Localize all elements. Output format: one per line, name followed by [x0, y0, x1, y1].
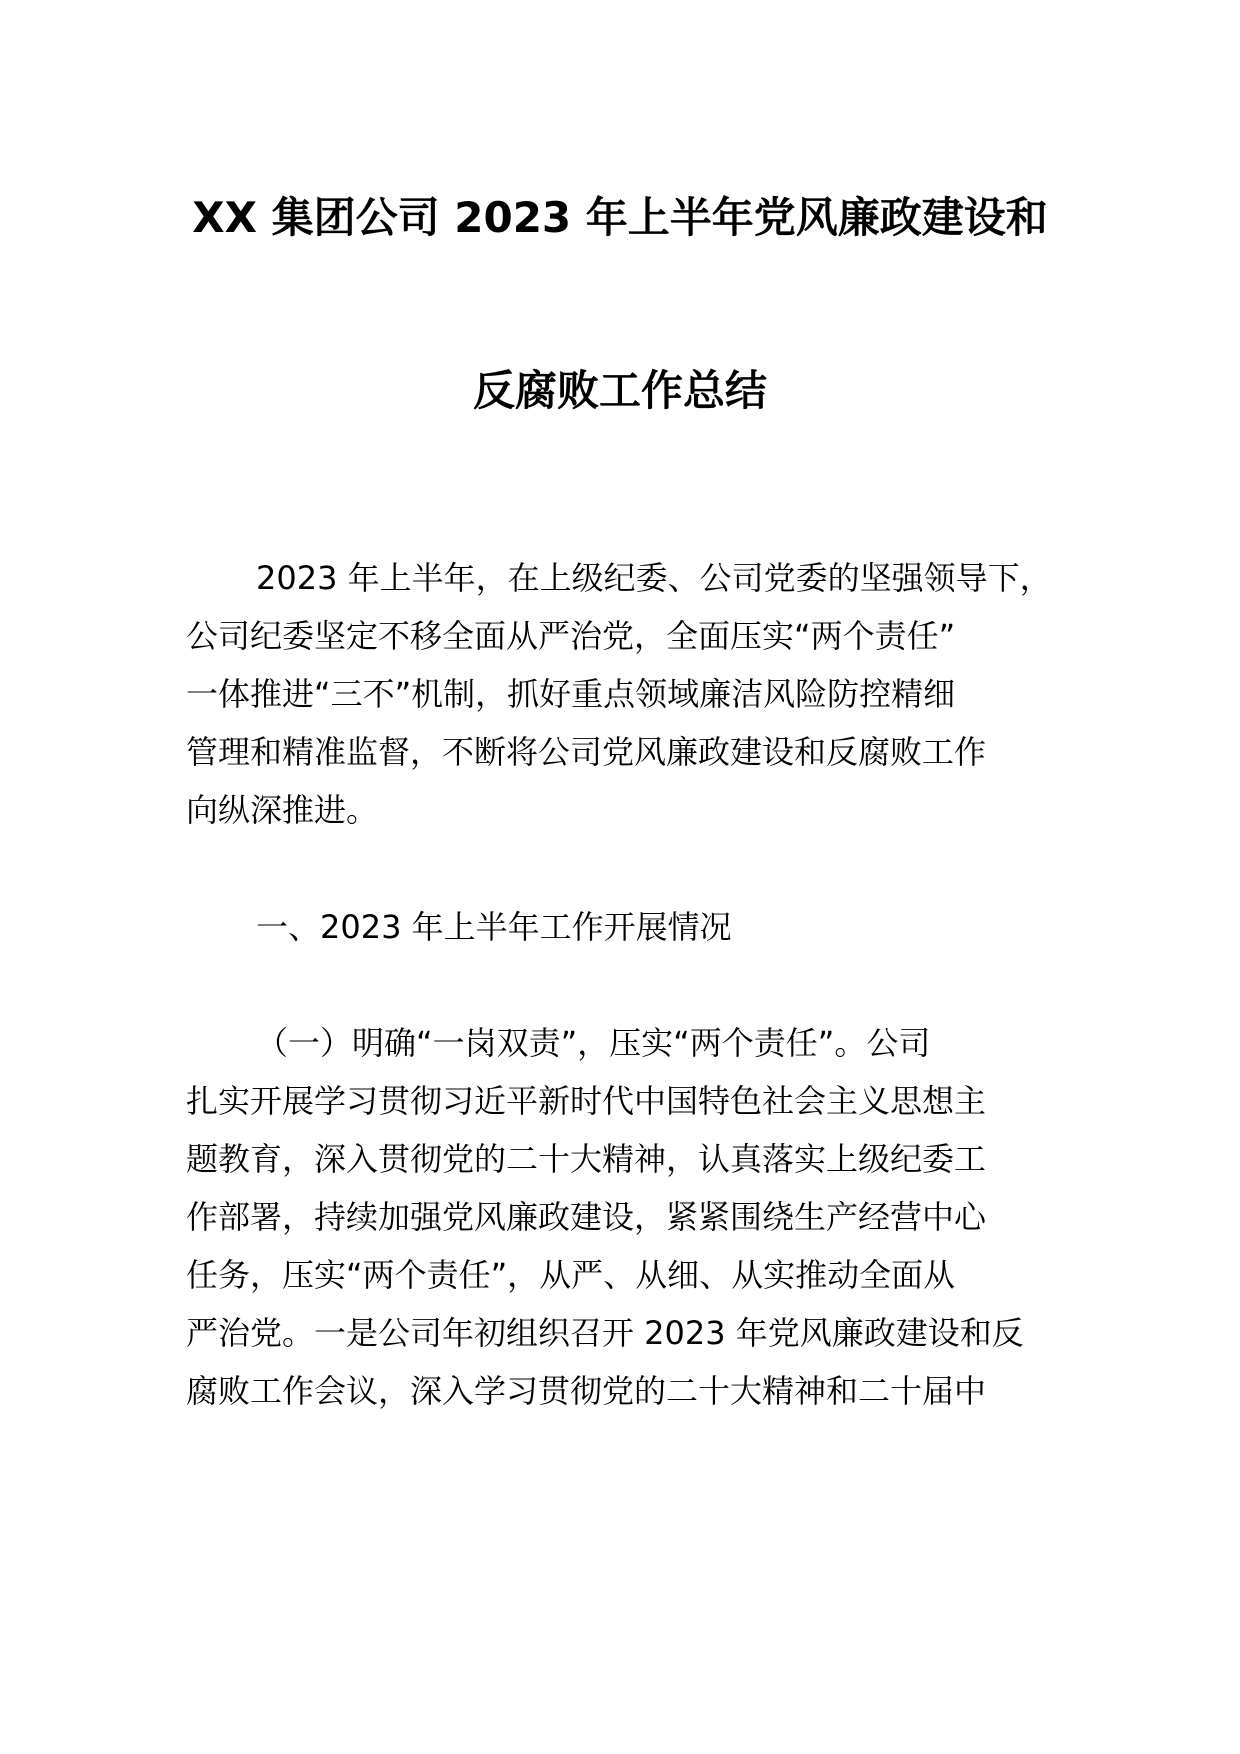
- intro-line: 2023 年上半年，在上级纪委、公司党委的坚强领导下，: [256, 559, 1052, 597]
- intro-line: 公司纪委坚定不移全面从严治党，全面压实“两个责任”: [186, 617, 956, 655]
- body-line: 题教育，深入贯彻党的二十大精神，认真落实上级纪委工: [186, 1140, 987, 1178]
- intro-line: 向纵深推进。: [186, 791, 379, 829]
- document-title-line-2: 反腐败工作总结: [472, 366, 767, 415]
- body-line: 扎实开展学习贯彻习近平新时代中国特色社会主义思想主: [186, 1082, 987, 1120]
- document-title-line-1: XX 集团公司 2023 年上半年党风廉政建设和: [192, 193, 1048, 242]
- body-line: （一）明确“一岗双责”，压实“两个责任”。公司: [256, 1024, 931, 1062]
- body-line: 严治党。一是公司年初组织召开 2023 年党风廉政建设和反: [186, 1314, 1024, 1352]
- section-heading: 一、2023 年上半年工作开展情况: [256, 908, 732, 946]
- intro-line: 管理和精准监督，不断将公司党风廉政建设和反腐败工作: [186, 733, 987, 771]
- body-line: 腐败工作会议，深入学习贯彻党的二十大精神和二十届中: [186, 1372, 987, 1410]
- body-line: 作部署，持续加强党风廉政建设，紧紧围绕生产经营中心: [186, 1198, 987, 1236]
- intro-line: 一体推进“三不”机制，抓好重点领域廉洁风险防控精细: [186, 675, 956, 713]
- body-line: 任务，压实“两个责任”，从严、从细、从实推动全面从: [186, 1256, 956, 1294]
